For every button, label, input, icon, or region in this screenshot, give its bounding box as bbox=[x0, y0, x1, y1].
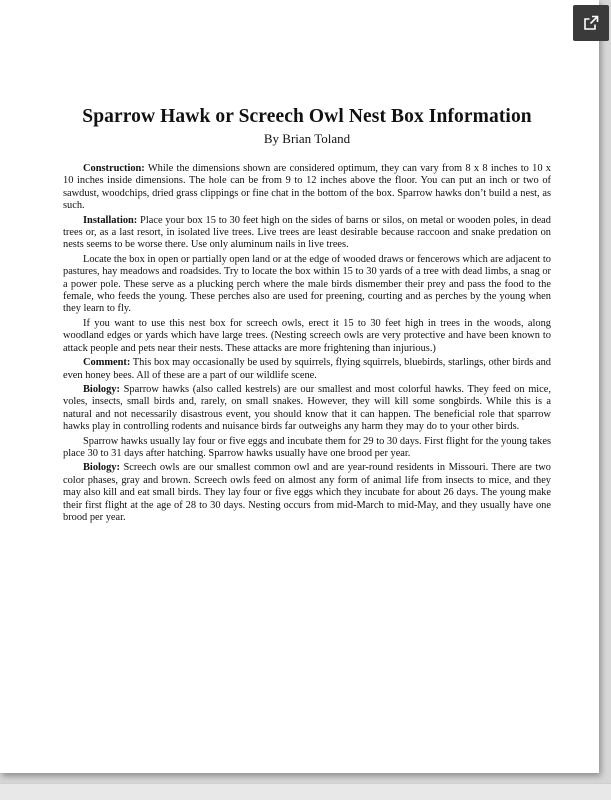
open-external-button[interactable] bbox=[573, 5, 609, 41]
viewer-bottom-strip bbox=[0, 783, 611, 800]
paragraph-label: Installation: bbox=[83, 214, 138, 226]
paragraph-text: Sparrow hawks (also called kestrels) are our smallest and most colorful hawks. They feed on mice, voles, insects, small birds and, rarely, on small snakes. However, they will kill some songbirds. While this is a natural and not necessarily disastrous event, you should know that it can happen. The beneficial role that sparrow hawks play in controlling rodents and nuisance birds far outweighs any harm they may do to your other birds. bbox=[63, 383, 551, 433]
paragraph-installation bbox=[63, 215, 551, 252]
paragraph-label: Comment: bbox=[83, 357, 131, 369]
paragraph-biology-screech-owls bbox=[63, 462, 551, 524]
paragraph-location bbox=[63, 254, 551, 316]
paragraph-label: Biology: bbox=[83, 462, 120, 474]
paragraph-text: This box may occasionally be used by squirrels, flying squirrels, bluebirds, starlings, other birds and even honey bees. All of these are a part of our wildlife scene. bbox=[63, 357, 551, 381]
paragraph-text: Locate the box in open or partially open land or at the edge of wooded draws or fencerows which are adjacent to pastures, hay meadows and roadsides. Try to locate the box within 15 to 30 yards of a tree with dead limbs, a snag or a power pole. These serve as a plucking perch where the male birds dismember their prey and pass the food to the female, who feeds the young. These perches also are used for preening, courting and as perches by the young when they learn to fly. bbox=[63, 253, 551, 315]
paragraph-label: Construction: bbox=[83, 163, 145, 174]
paragraph-comment bbox=[63, 357, 551, 382]
paragraph-text: While the dimensions shown are considered optimum, they can vary from 8 x 8 inches to 10 x 10 inches inside dimensions. The hole can be from 9 to 12 inches above the floor. You can put an inch or two of sawdust, woodchips, dried grass clippings or fine chat in the bottom of the box. Sparrow hawks don’t build a nest, as such. bbox=[63, 163, 551, 212]
document-title: Sparrow Hawk or Screech Owl Nest Box Information bbox=[82, 106, 532, 127]
paragraph-sparrow-hawk-eggs bbox=[63, 436, 551, 461]
paragraph-label: Biology: bbox=[83, 383, 120, 395]
paragraph-construction bbox=[63, 163, 551, 213]
paragraph-text: Screech owls are our smallest common owl and are year-round residents in Missouri. There are two color phases, gray and brown. Screech owls feed on almost any form of animal life from insects to mice, and they may also kill and eat small birds. They lay four or five eggs which they incubate for about 26 days. The young make their first flight at the age of 28 to 30 days. Nesting occurs from mid-March to mid-May, and they usually have one brood per year. bbox=[63, 462, 551, 523]
document-content bbox=[63, 104, 551, 526]
paragraph-biology-sparrow-hawks bbox=[63, 384, 551, 434]
document-byline: By Brian Toland bbox=[263, 131, 351, 146]
paragraph-text: Sparrow hawks usually lay four or five eggs and incubate them for 29 to 30 days. First flight for the young takes place 30 to 31 days after hatching. Sparrow hawks usually have one brood per year. bbox=[63, 435, 551, 459]
paragraph-text: Place your box 15 to 30 feet high on the sides of barns or silos, on metal or wooden poles, in dead trees or, as a last resort, in isolated live trees. Live trees are least desirable because raccoon and snake predation on nests seems to be worse there. Use only aluminum nails in live trees. bbox=[63, 214, 551, 251]
open-external-icon bbox=[583, 15, 599, 31]
paragraph-screech-owls bbox=[63, 318, 551, 355]
paragraph-text: If you want to use this nest box for screech owls, erect it 15 to 30 feet high in trees in the woods, along woodland edges or yards which have large trees. (Nesting screech owls are very protective and have been known to attack people and pets near their nests. These attacks are more frightening than injurious.) bbox=[63, 317, 551, 354]
